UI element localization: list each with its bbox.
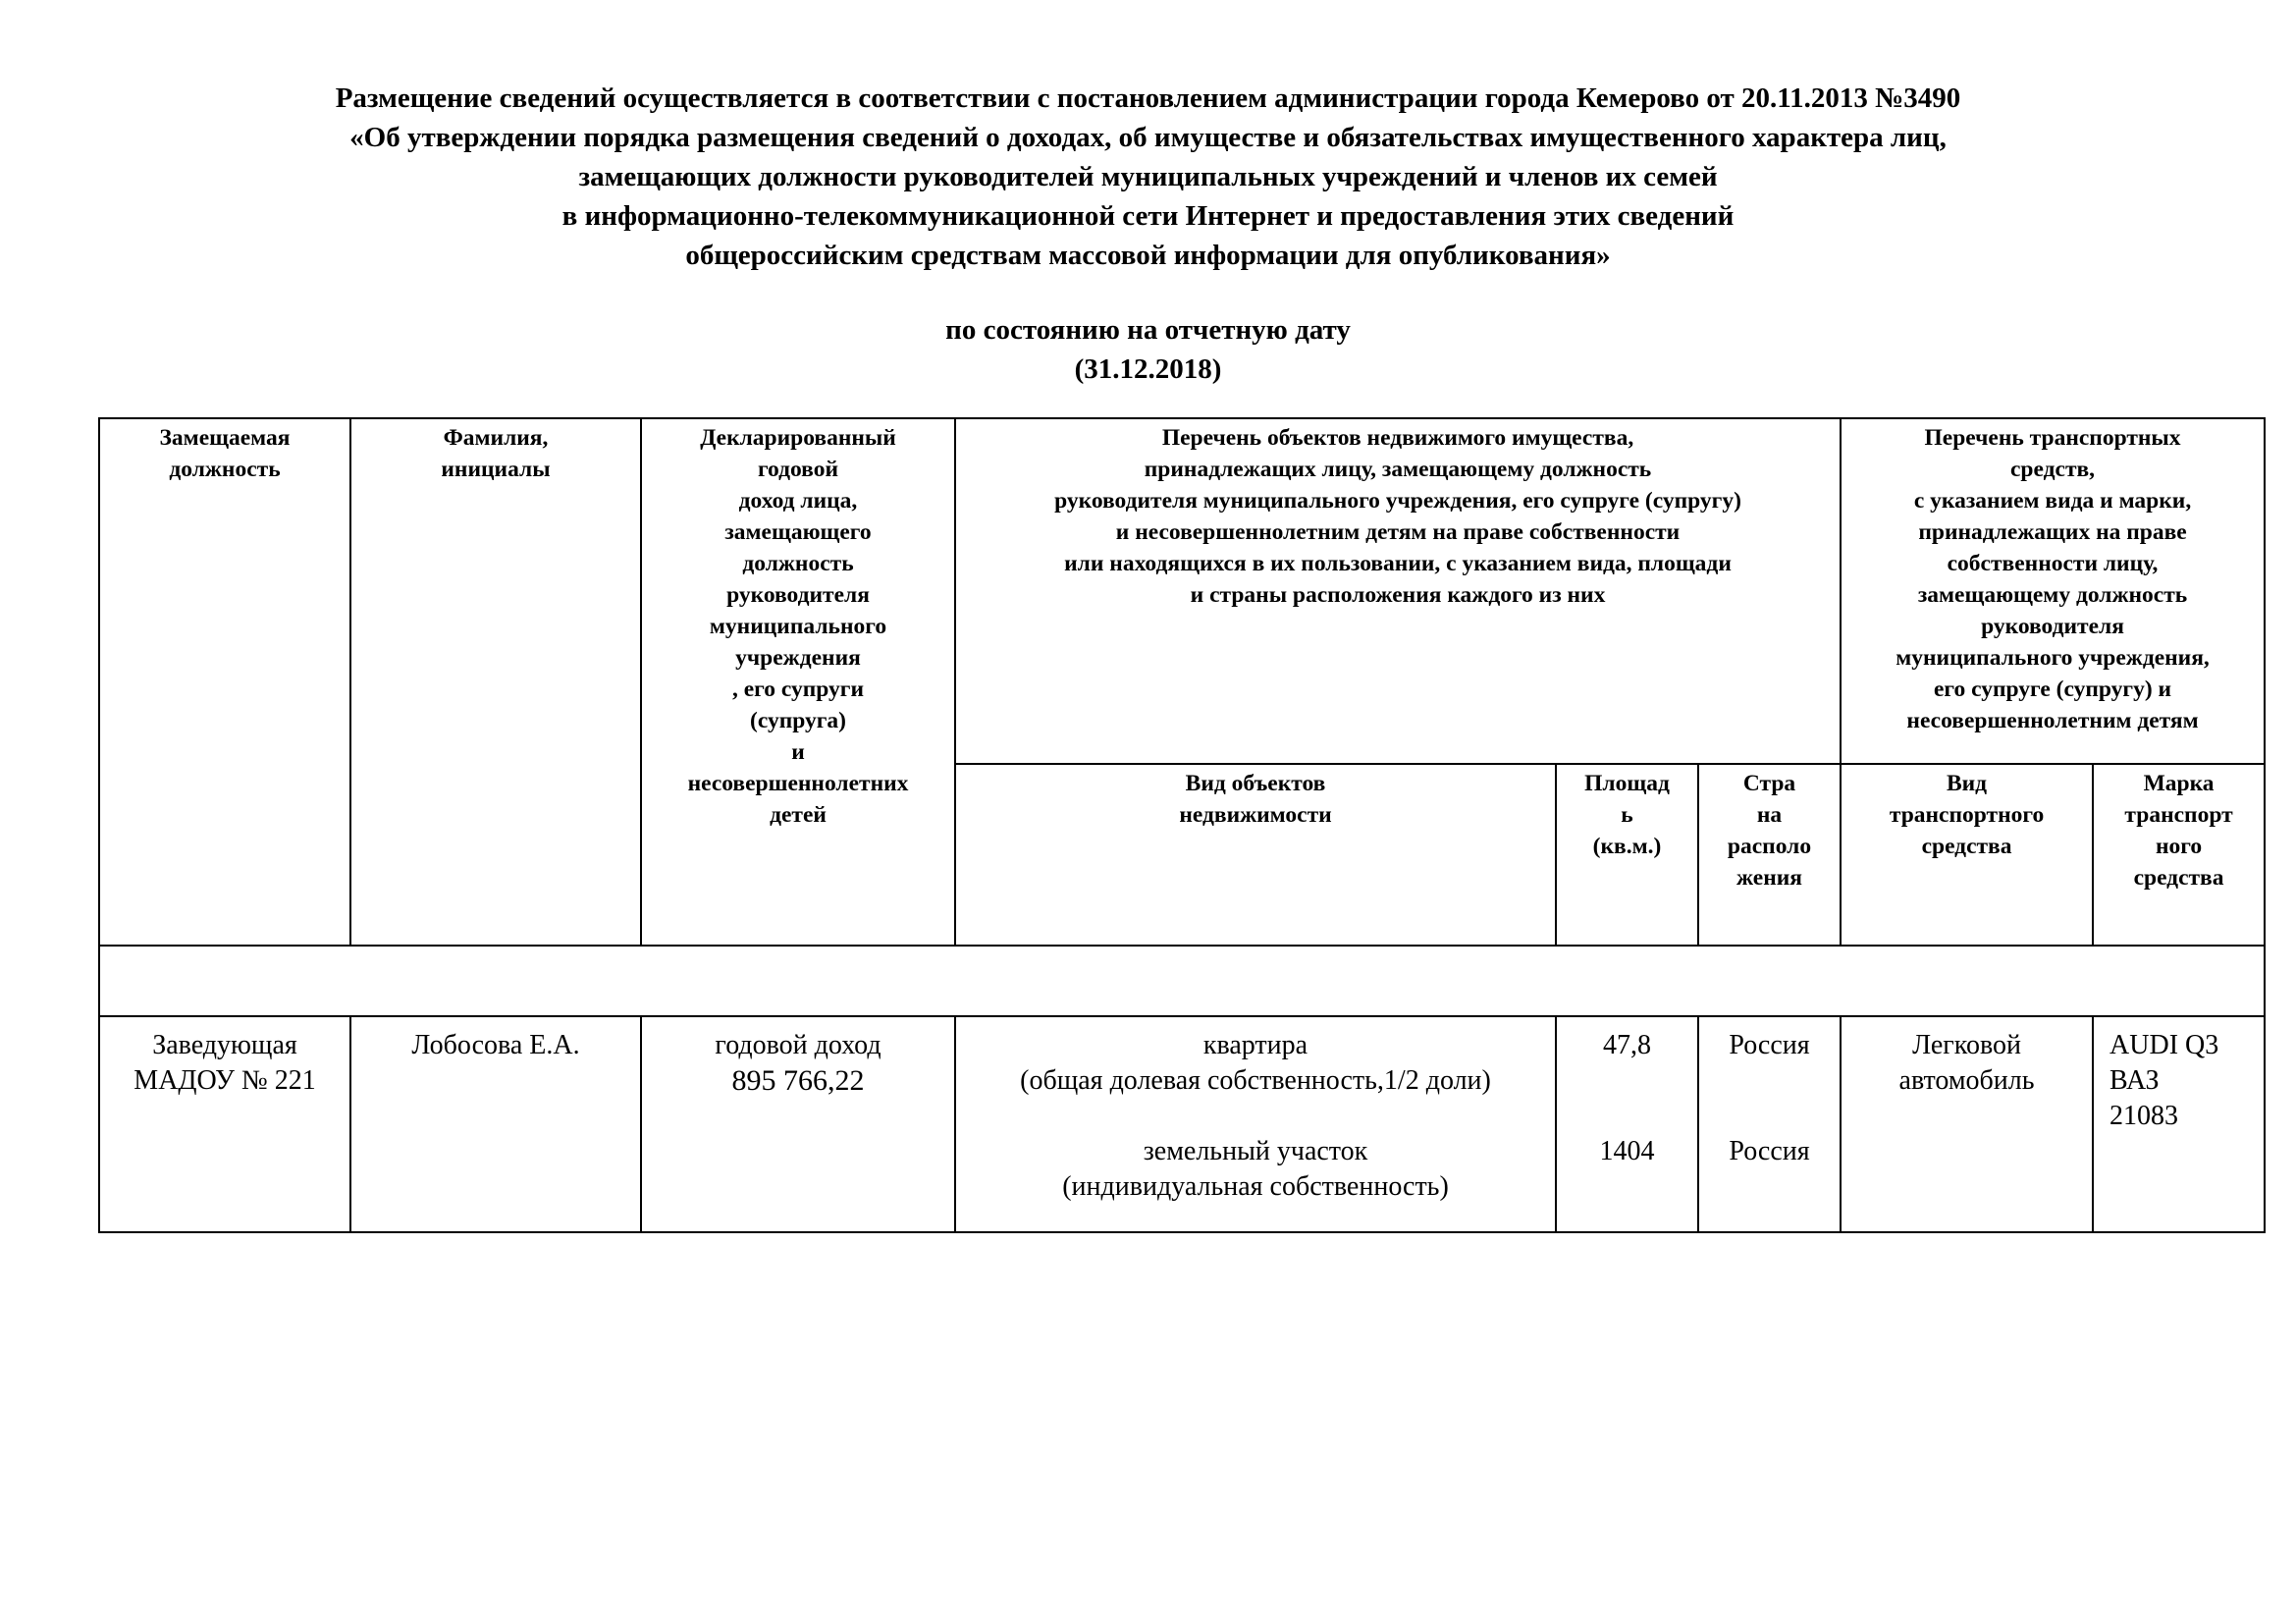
cell-vehicle-type: Легковой автомобиль: [1841, 1016, 2093, 1232]
header-area: Площад ь (кв.м.): [1556, 764, 1698, 946]
cell-income: годовой доход 895 766,22: [641, 1016, 955, 1232]
header-transport-group: Перечень транспортных средств, с указанием вида и марки, принадлежащих на праве собственности лицу, замещающему должность руководителя муниципального учреждения, его супруге (супругу) и несовершеннолетним детям: [1841, 418, 2265, 764]
header-vehicle-brand: Марка транспорт ного средства: [2093, 764, 2265, 946]
cell-country: Россия Россия: [1698, 1016, 1841, 1232]
header-line-4: в информационно-телекоммуникационной сети Интернет и предоставления этих сведений: [561, 200, 1735, 232]
cell-position: Заведующая МАДОУ № 221: [99, 1016, 350, 1232]
cell-realty-type: квартира (общая долевая собственность,1/2 доли) земельный участок (индивидуальная собственность): [955, 1016, 1556, 1232]
header-income: Декларированный годовой доход лица, замещающего должность руководителя муниципального учреждения , его супруги (супруга) и несовершеннолетних детей: [641, 418, 955, 946]
header-name: Фамилия, инициалы: [350, 418, 641, 946]
header-line-2: «Об утверждении порядка размещения сведений о доходах, об имуществе и обязательствах имущественного характера лиц,: [349, 122, 1947, 153]
cell-area: 47,8 1404: [1556, 1016, 1698, 1232]
header-line-5: общероссийским средствам массовой информации для опубликования»: [685, 240, 1611, 271]
header-position: Замещаемая должность: [99, 418, 350, 946]
header-country: Стра на располо жения: [1698, 764, 1841, 946]
header-line-3: замещающих должности руководителей муниципальных учреждений и членов их семей: [578, 161, 1718, 192]
document-header: [0, 79, 2296, 389]
header-realty-type: Вид объектов недвижимости: [955, 764, 1556, 946]
report-date: (31.12.2018): [1074, 353, 1222, 385]
table-row: [99, 1016, 2265, 1232]
cell-vehicle-brand: AUDI Q3 ВАЗ 21083: [2093, 1016, 2265, 1232]
cell-name: Лобосова Е.А.: [350, 1016, 641, 1232]
declaration-table: [98, 417, 2266, 1233]
header-vehicle-type: Вид транспортного средства: [1841, 764, 2093, 946]
header-realty-group: Перечень объектов недвижимого имущества, принадлежащих лицу, замещающему должность руководителя муниципального учреждения, его супруге (супругу) и несовершеннолетним детям на праве собственности или находящихся в их пользовании, с указанием вида, площади и страны расположения каждого из них: [955, 418, 1841, 764]
header-line-1: Размещение сведений осуществляется в соответствии с постановлением администрации города Кемерово от 20.11.2013 №3490: [335, 82, 1961, 114]
status-line: по состоянию на отчетную дату: [945, 314, 1351, 346]
empty-separator-row: [99, 946, 2265, 1016]
